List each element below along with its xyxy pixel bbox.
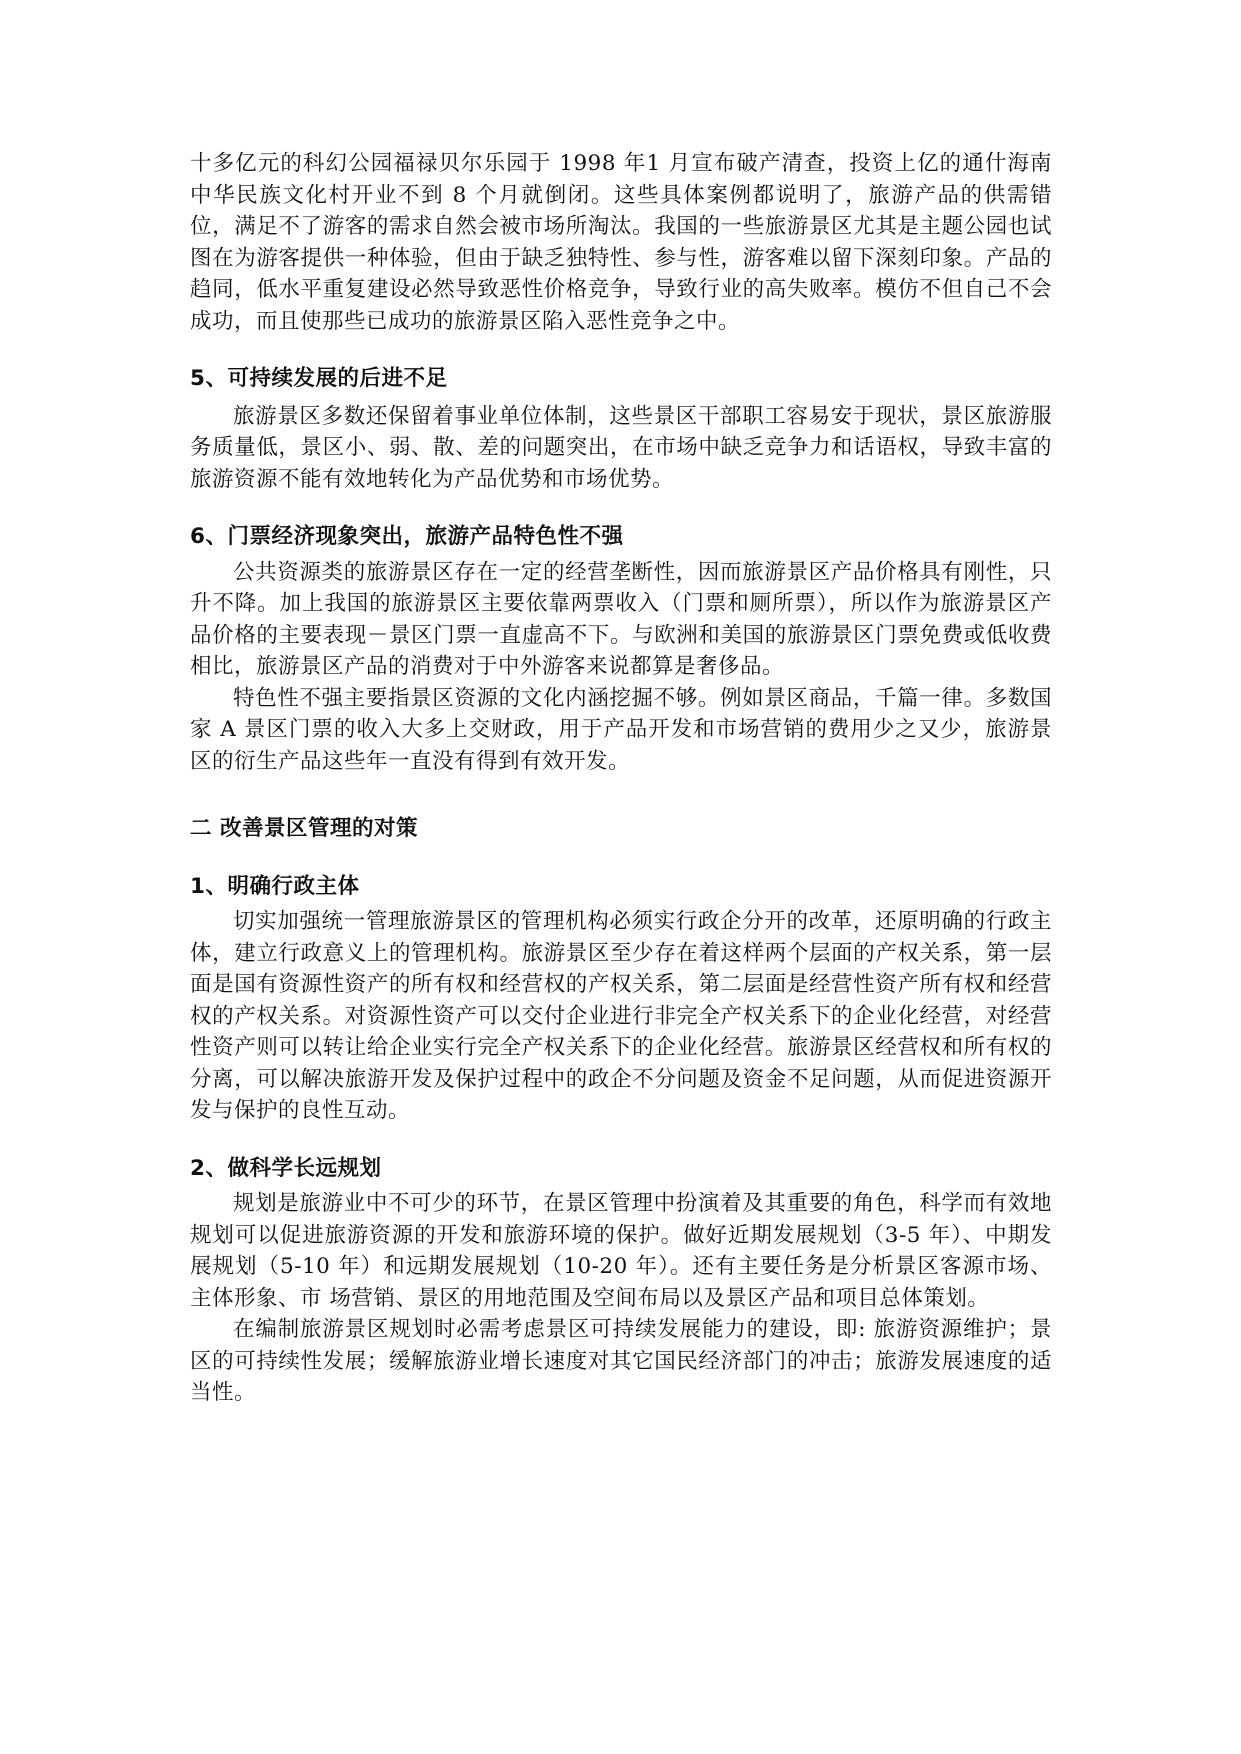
- section-6-paragraph-1: 公共资源类的旅游景区存在一定的经营垄断性，因而旅游景区产品价格具有刚性，只升不降。加上我国的旅游景区主要依靠两票收入（门票和厕所票），所以作为旅游景区产品价格的主要表现－景区门票一直虚高不下。与欧洲和美国的旅游景区门票免费或低收费相比，旅游景区产品的消费对于中外游客来说都算是奢侈品。: [190, 559, 1052, 679]
- subsection-2-paragraph-2: 在编制旅游景区规划时必需考虑景区可持续发展能力的建设，即: 旅游资源维护；景区的可持续性发展；缓解旅游业增长速度对其它国民经济部门的冲击；旅游发展速度的适当性。: [190, 1317, 1052, 1405]
- spacer: [190, 1127, 1052, 1153]
- spacer: [190, 337, 1052, 363]
- section-6-paragraph-2: 特色性不强主要指景区资源的文化内涵挖掘不够。例如景区商品，千篇一律。多数国家 A 景区门票的收入大多上交财政，用于产品开发和市场营销的费用少之又少，旅游景区的衍生产品这些年一直没有得到有效开发。: [190, 685, 1052, 774]
- spacer: [190, 845, 1052, 871]
- subsection-1-heading: 1、明确行政主体: [190, 873, 360, 899]
- document-page: [190, 148, 1052, 1409]
- section-5-paragraph: 旅游景区多数还保留着事业单位体制，这些景区干部职工容易安于现状，景区旅游服务质量低，景区小、弱、散、差的问题突出，在市场中缺乏竞争力和话语权，导致丰富的旅游资源不能有效地转化为产品优势和市场优势。: [190, 403, 1052, 492]
- subsection-2-paragraph-1: 规划是旅游业中不可少的环节，在景区管理中扮演着及其重要的角色，科学而有效地规划可以促进旅游资源的开发和旅游环境的保护。做好近期发展规划（3-5 年）、中期发展规划（5-10 年）和远期发展规划（10-20 年）。还有主要任务是分析景区客源市场、主体形象、市 场营销、景区的用地范围及空间布局以及景区产品和项目总体策划。: [190, 1191, 1052, 1311]
- section-6-heading: 6、门票经济现象突出，旅游产品特色性不强: [190, 524, 624, 549]
- spacer: [190, 495, 1052, 521]
- spacer: [190, 777, 1052, 813]
- subsection-1-paragraph: 切实加强统一管理旅游景区的管理机构必须实行政企分开的改革，还原明确的行政主体，建立行政意义上的管理机构。旅游景区至少存在着这样两个层面的产权关系，第一层面是国有资源性资产的所有权和经营权的产权关系，第二层面是经营性资产所有权和经营权的产权关系。对资源性资产可以交付企业进行非完全产权关系下的企业化经营，对经营性资产则可以转让给企业实行完全产权关系下的企业化经营。旅游景区经营权和所有权的分离，可以解决旅游开发及保护过程中的政企不分问题及资金不足问题，从而促进资源开发与保护的良性互动。: [190, 909, 1052, 1123]
- intro-paragraph: 十多亿元的科幻公园福禄贝尔乐园于 1998 年1 月宣布破产清查，投资上亿的通什海南中华民族文化村开业不到 8 个月就倒闭。这些具体案例都说明了，旅游产品的供需错位，满足不了游客的需求自然会被市场所淘汰。我国的一些旅游景区尤其是主题公园也试图在为游客提供一种体验，但由于缺乏独特性、参与性，游客难以留下深刻印象。产品的趋同，低水平重复建设必然导致恶性价格竞争，导致行业的高失败率。模仿不但自己不会成功，而且使那些已成功的旅游景区陷入恶性竞争之中。: [190, 151, 1052, 334]
- subsection-2-heading: 2、做科学长远规划: [190, 1155, 382, 1181]
- section-5-heading: 5、可持续发展的后进不足: [190, 366, 448, 391]
- part-2-heading: 二 改善景区管理的对策: [190, 816, 418, 841]
